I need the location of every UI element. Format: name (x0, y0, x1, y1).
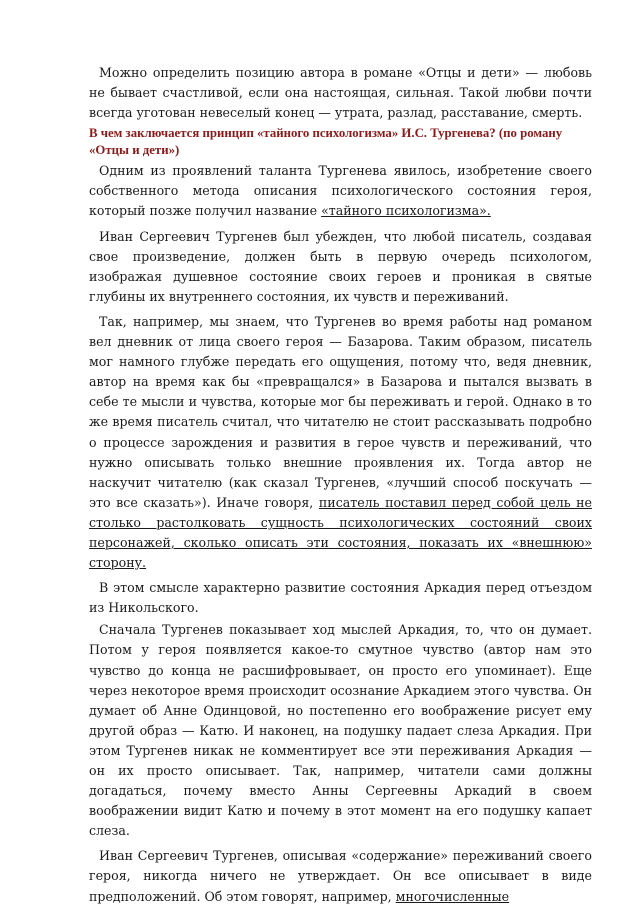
underlined-passage: писатель поставил перед собой цель не столько растолковать сущность психологических состояний своих персонажей, сколько описать эти состояния, показать их «внешнюю» сторону. (89, 494, 592, 571)
paragraph-assumptions (89, 846, 592, 906)
paragraph-arkady-intro: В этом смысле характерно развитие состояния Аркадия перед отъездом из Никольского. (89, 580, 592, 616)
paragraph-secret-psychologism (89, 161, 592, 221)
document-page (89, 63, 592, 912)
paragraph-bazarov-diary (89, 312, 592, 573)
question-heading: В чем заключается принцип «тайного психологизма» И.С. Тургенева? (по роману «Отцы и дети») (89, 126, 563, 158)
paragraph-writer-psychologist: Иван Сергеевич Тургенев был убежден, что любой писатель, создавая свое произведение, должен быть в первую очередь психологом, изображая душевное состояние своих героев и проникая в святые глубины их внутреннего состояния, их чувств и переживаний. (89, 228, 592, 304)
paragraph-text: Так, например, мы знаем, что Тургенев во время работы над романом вел дневник от лица своего героя — Базарова. Таким образом, писатель мог намного глубже передать его ощущения, потому что, ведя дневник, автор на время как бы «превращался» в Базарова и пытался вызвать в себе те мысли и чувства, которые мог бы переживать и герой. Однако в то же время писатель считал, что читателю не стоит рассказывать подробно о процессе зарождения и развития в герое чувств и переживаний, что нужно описывать только внешние проявления их. Тогда автор не наскучит читателю (как сказал Тургенев, «лучший способ поскучать — это все сказать»). Иначе говоря, (89, 313, 592, 510)
paragraph-author-position: Можно определить позицию автора в романе «Отцы и дети» — любовь не бывает счастливой, если она настоящая, сильная. Такой любви почти всегда уготован невеселый конец — утрата, разлад, расставание, смерть. (89, 65, 592, 121)
paragraph-text: Иван Сергеевич Тургенев, описывая «содержание» переживаний своего героя, никогда ничего не утверждает. Он все описывает в виде предположений. Об этом говорят, например, (89, 848, 592, 904)
underlined-word: многочисленные (395, 888, 510, 904)
paragraph-text: Одним из проявлений таланта Тургенева явилось, изобретение своего собственного метода описания психологического состояния героя, который позже получил название (89, 163, 592, 219)
paragraph-arkady-feelings: Сначала Тургенев показывает ход мыслей Аркадия, то, что он думает. Потом у героя появляется какое-то смутное чувство (автор нам это чувство до конца не расшифровывает, он просто его упоминает). Еще через некоторое время происходит осознание Аркадием этого чувства. Он думает об Анне Одинцовой, но постепенно его воображение рисует ему другой образ — Катю. И наконец, на подушку падает слеза Аркадия. При этом Тургенев никак не комментирует все эти переживания Аркадия — он их просто описывает. Так, например, читатели сами должны догадаться, почему вместо Анны Сергеевны Аркадий в своем воображении видит Катю и почему в этот момент на его подушку капает слеза. (89, 622, 592, 839)
underlined-term: «тайного психологизма». (321, 203, 491, 219)
